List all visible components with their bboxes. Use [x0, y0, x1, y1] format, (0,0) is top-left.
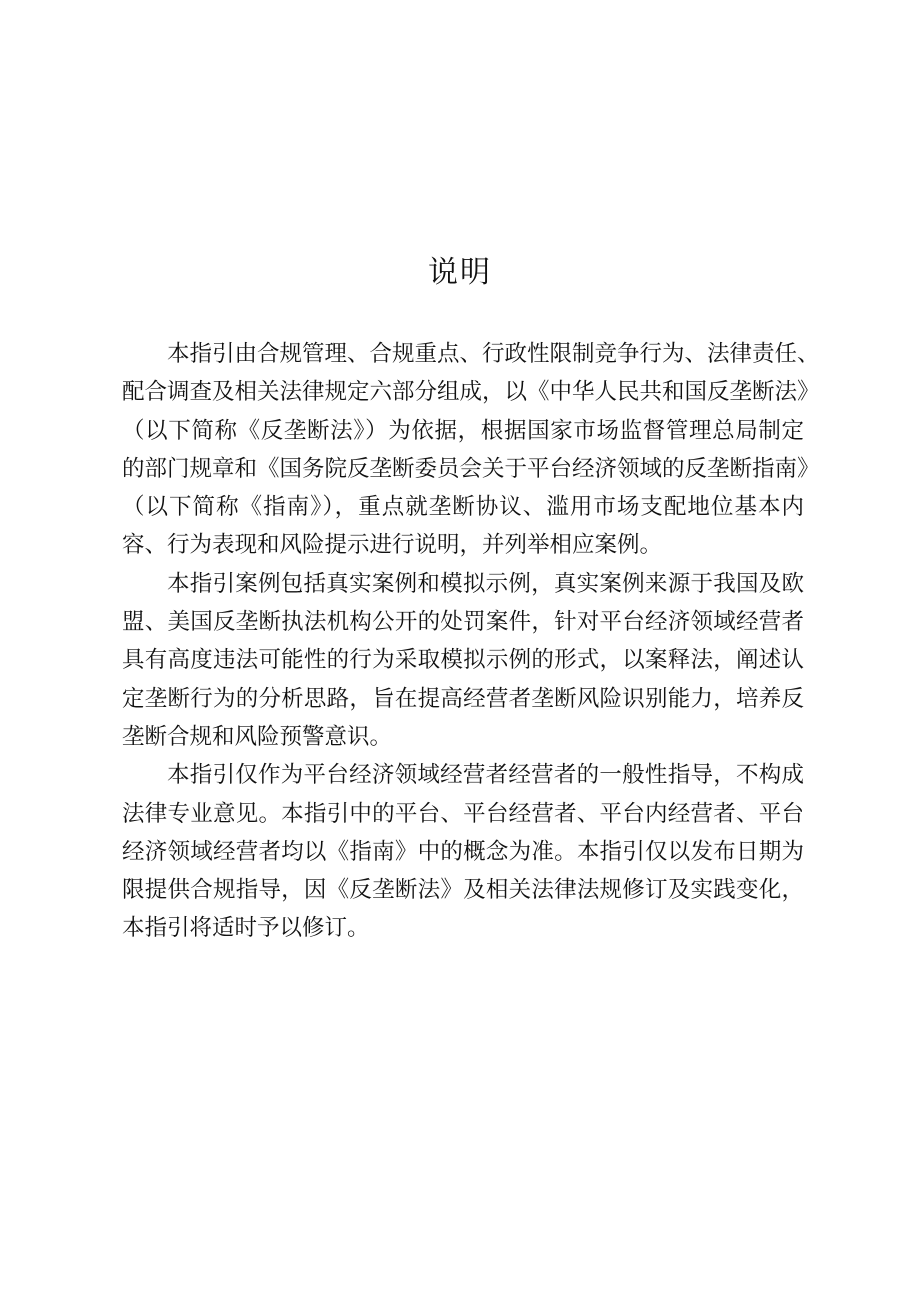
- paragraph-line: 限提供合规指导，因《反垄断法》及相关法律法规修订及实践变化，: [122, 877, 804, 904]
- paragraph-line: （以下简称《指南》），重点就垄断协议、滥用市场支配地位基本内: [122, 494, 804, 521]
- paragraph-line: 本指引仅作为平台经济领域经营者经营者的一般性指导，不构成: [167, 762, 804, 789]
- paragraph-line: 本指引将适时予以修订。: [122, 915, 370, 942]
- paragraph-line: 垄断合规和风险预警意识。: [122, 723, 393, 750]
- page-title: 说明: [428, 255, 492, 290]
- paragraph-line: （以下简称《反垄断法》）为依据，根据国家市场监督管理总局制定: [122, 417, 804, 444]
- paragraph-1: [122, 335, 820, 565]
- paragraph-line: 本指引案例包括真实案例和模拟示例，真实案例来源于我国及欧: [167, 570, 804, 597]
- paragraph-line: 容、行为表现和风险提示进行说明，并列举相应案例。: [122, 532, 663, 559]
- paragraph-3: [122, 756, 804, 947]
- paragraph-2: [122, 565, 804, 756]
- paragraph-line: 具有高度违法可能性的行为采取模拟示例的形式，以案释法，阐述认: [122, 647, 804, 674]
- paragraph-line: 定垄断行为的分析思路，旨在提高经营者垄断风险识别能力，培养反: [122, 685, 804, 712]
- paragraph-line: 法律专业意见。本指引中的平台、平台经营者、平台内经营者、平台: [122, 800, 804, 827]
- paragraph-line: 本指引由合规管理、合规重点、行政性限制竞争行为、法律责任、: [167, 341, 820, 367]
- paragraph-line: 配合调查及相关法律规定六部分组成，以《中华人民共和国反垄断法》: [122, 379, 820, 406]
- paragraph-line: 盟、美国反垄断执法机构公开的处罚案件，针对平台经济领域经营者: [122, 609, 804, 636]
- paragraph-line: 经济领域经营者均以《指南》中的概念为准。本指引仅以发布日期为: [122, 838, 804, 865]
- paragraph-line: 的部门规章和《国务院反垄断委员会关于平台经济领域的反垄断指南》: [122, 455, 820, 482]
- body-text: [122, 335, 820, 948]
